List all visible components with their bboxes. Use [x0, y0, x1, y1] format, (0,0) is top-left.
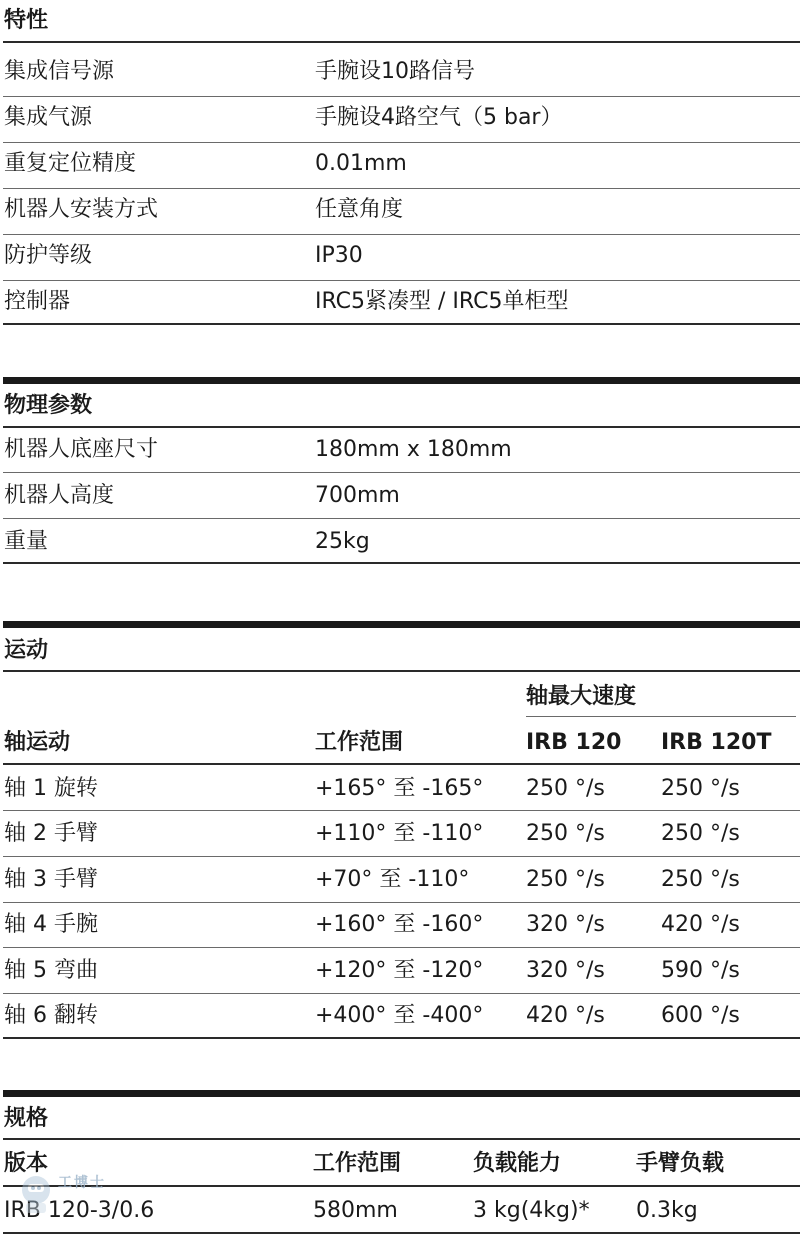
- axis-name: 轴 2 手臂: [4, 821, 98, 846]
- header-group-max-speed: 轴最大速度: [526, 684, 637, 709]
- row-value: 0.01mm: [315, 151, 407, 176]
- spec-version: IRB 120-3/0.6: [4, 1198, 155, 1223]
- spec-arm-load: 0.3kg: [636, 1198, 698, 1223]
- watermark-text: 工博士: [58, 1175, 106, 1191]
- section-end-divider: [3, 323, 800, 325]
- section-top-bar: [3, 1090, 800, 1097]
- row-divider: [3, 947, 800, 948]
- section-end-divider: [3, 562, 800, 564]
- axis-range: +110° 至 -110°: [315, 821, 484, 846]
- axis-name: 轴 5 弯曲: [4, 958, 98, 983]
- section-top-bar: [3, 621, 800, 628]
- section-title-features: 特性: [4, 8, 49, 33]
- axis-speed-irb120: 250 °/s: [526, 821, 605, 846]
- section-title-motion: 运动: [4, 638, 49, 663]
- header-arm-load: 手臂负载: [636, 1151, 725, 1176]
- spec-load: 3 kg(4kg)*: [473, 1198, 590, 1223]
- row-label: 防护等级: [4, 243, 93, 268]
- row-label: 机器人安装方式: [4, 197, 159, 222]
- section-top-bar: [3, 377, 800, 384]
- row-value: 180mm x 180mm: [315, 437, 512, 462]
- axis-speed-irb120t: 420 °/s: [661, 912, 740, 937]
- row-divider: [3, 902, 800, 903]
- axis-name: 轴 6 翻转: [4, 1003, 98, 1028]
- axis-speed-irb120t: 250 °/s: [661, 867, 740, 892]
- axis-name: 轴 1 旋转: [4, 776, 98, 801]
- row-value: IP30: [315, 243, 363, 268]
- row-label: 机器人高度: [4, 483, 115, 508]
- row-value: 25kg: [315, 529, 370, 554]
- row-divider: [3, 280, 800, 281]
- row-value: 手腕设4路空气（5 bar）: [315, 105, 563, 130]
- axis-range: +165° 至 -165°: [315, 776, 484, 801]
- section-title-physical: 物理参数: [4, 393, 93, 418]
- axis-speed-irb120: 420 °/s: [526, 1003, 605, 1028]
- axis-range: +70° 至 -110°: [315, 867, 470, 892]
- divider: [3, 426, 800, 428]
- row-label: 重复定位精度: [4, 151, 137, 176]
- row-value: 手腕设10路信号: [315, 59, 475, 84]
- divider: [3, 1138, 800, 1140]
- header-work-range: 工作范围: [313, 1151, 402, 1176]
- row-label: 集成气源: [4, 105, 93, 130]
- row-divider: [3, 96, 800, 97]
- row-value: 700mm: [315, 483, 400, 508]
- header-divider: [3, 763, 800, 765]
- divider: [3, 670, 800, 672]
- row-divider: [3, 810, 800, 811]
- header-work-range: 工作范围: [315, 730, 404, 755]
- header-irb120: IRB 120: [526, 730, 622, 755]
- header-irb120t: IRB 120T: [661, 730, 772, 755]
- axis-speed-irb120: 250 °/s: [526, 776, 605, 801]
- axis-speed-irb120: 320 °/s: [526, 958, 605, 983]
- row-divider: [3, 993, 800, 994]
- divider: [3, 41, 800, 43]
- axis-speed-irb120: 250 °/s: [526, 867, 605, 892]
- header-version: 版本: [4, 1151, 49, 1176]
- header-load-capacity: 负载能力: [473, 1151, 562, 1176]
- axis-speed-irb120t: 250 °/s: [661, 776, 740, 801]
- spec-range: 580mm: [313, 1198, 398, 1223]
- axis-range: +400° 至 -400°: [315, 1003, 484, 1028]
- row-divider: [3, 518, 800, 519]
- header-axis-motion: 轴运动: [4, 730, 71, 755]
- row-divider: [3, 472, 800, 473]
- section-title-specs: 规格: [4, 1106, 49, 1131]
- row-value: 任意角度: [315, 197, 404, 222]
- row-label: 重量: [4, 529, 49, 554]
- section-end-divider: [3, 1232, 800, 1234]
- axis-speed-irb120t: 250 °/s: [661, 821, 740, 846]
- axis-range: +160° 至 -160°: [315, 912, 484, 937]
- row-label: 控制器: [4, 289, 71, 314]
- row-divider: [3, 234, 800, 235]
- row-label: 机器人底座尺寸: [4, 437, 159, 462]
- axis-speed-irb120t: 600 °/s: [661, 1003, 740, 1028]
- row-divider: [3, 856, 800, 857]
- axis-speed-irb120: 320 °/s: [526, 912, 605, 937]
- row-divider: [3, 142, 800, 143]
- axis-name: 轴 3 手臂: [4, 867, 98, 892]
- header-divider: [3, 1185, 800, 1187]
- row-value: IRC5紧凑型 / IRC5单柜型: [315, 289, 569, 314]
- row-divider: [3, 188, 800, 189]
- axis-range: +120° 至 -120°: [315, 958, 484, 983]
- group-underline: [526, 716, 796, 717]
- axis-speed-irb120t: 590 °/s: [661, 958, 740, 983]
- axis-name: 轴 4 手腕: [4, 912, 98, 937]
- row-label: 集成信号源: [4, 59, 115, 84]
- section-end-divider: [3, 1037, 800, 1039]
